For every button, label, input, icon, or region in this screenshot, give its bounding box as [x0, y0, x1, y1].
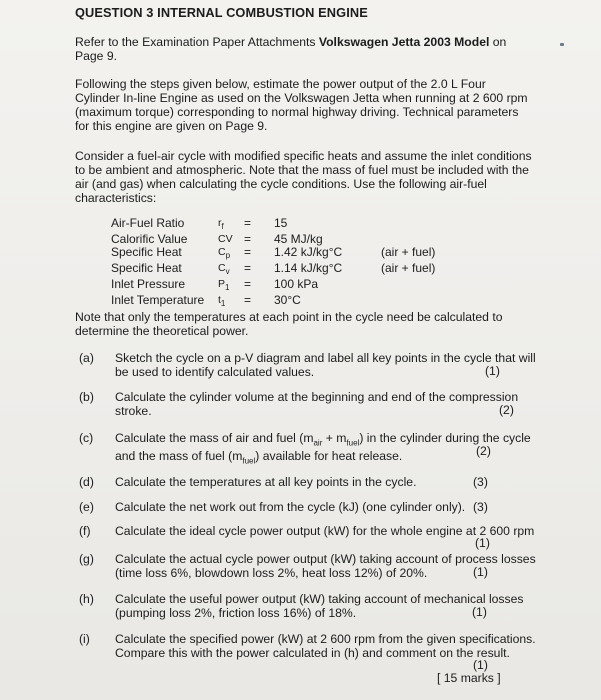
attachment-name: Volkswagen Jetta 2003 Model [318, 35, 490, 49]
item-label: (c) [79, 431, 94, 445]
item-label: (h) [79, 592, 94, 606]
item-marks: (1) [485, 364, 500, 378]
parameter-symbol: $C_v$ [218, 262, 230, 277]
refer-text: Refer to the Examination Paper Attachments [75, 35, 319, 49]
item-label: (d) [79, 475, 94, 489]
parameter-symbol: $t_1$ [218, 294, 226, 309]
question-item-b [75, 391, 535, 419]
item-line: Calculate the specified power (kW) at 2 600 rpm from the given specifications. [115, 632, 536, 646]
parameter-symbol: $P_1$ [218, 278, 230, 293]
item-marks: (3) [473, 500, 488, 514]
item-line: (time loss 6%, blowdown loss 2%, heat loss 12%) of 20%. [115, 565, 428, 580]
parameter-name: Air-Fuel Ratio [111, 216, 185, 230]
parameter-equals: = [244, 261, 252, 276]
parameter-equals: = [244, 293, 252, 308]
item-label: (e) [79, 500, 94, 514]
parameter-value: 1.42 kJ/kg°C [274, 245, 343, 260]
item-marks: (1) [472, 605, 487, 619]
air-fuel-parameters-table [111, 217, 435, 310]
question-item-a [75, 352, 535, 380]
intro-line: Following the steps given below, estimate the power output of the 2.0 L Four [75, 77, 486, 91]
question-item-g [75, 553, 535, 581]
parameter-name: Inlet Pressure [111, 277, 186, 292]
consider-line: Consider a fuel-air cycle with modified specific heats and assume the inlet conditions [75, 149, 532, 163]
consider-line: air (and gas) when calculating the cycle conditions. Use the following air-fuel [75, 177, 487, 191]
consider-line: to be ambient and atmospheric. Note that the mass of fuel must be included with the [75, 163, 529, 177]
note-line: determine the theoretical power. [75, 324, 249, 338]
item-line: Calculate the mass of air and fuel $(m_{air} + m_{fuel})$ in the cylinder during the cycle [115, 431, 531, 448]
item-line: and the mass of fuel $(m_{fuel})$ available for heat release. [115, 448, 403, 466]
parameter-row [111, 262, 435, 278]
item-line: Compare this with the power calculated in (h) and comment on the result. [115, 645, 510, 660]
parameter-value: 1.14 kJ/kg°C [274, 261, 343, 276]
item-line: Calculate the temperatures at all key points in the cycle. [115, 475, 417, 489]
question-title: QUESTION 3 INTERNAL COMBUSTION ENGINE [75, 5, 368, 20]
parameter-symbol: CV [218, 233, 233, 246]
parameter-note [381, 217, 435, 233]
parameter-equals: = [244, 216, 252, 230]
parameter-note [381, 294, 435, 310]
item-line: Sketch the cycle on a p-V diagram and label all key points in the cycle that will [115, 351, 536, 365]
item-line: Calculate the useful power output (kW) taking account of mechanical losses [115, 592, 524, 606]
item-marks: (1) [473, 565, 488, 579]
parameter-note: (air + fuel) [381, 261, 436, 276]
parameter-equals: = [244, 232, 252, 247]
parameter-row [111, 217, 435, 233]
parameter-row [111, 294, 435, 310]
refer-paragraph [75, 35, 545, 63]
question-item-d [75, 476, 535, 492]
intro-line: (maximum torque) corresponding to normal highway driving. Technical parameters [75, 105, 519, 119]
scan-speck [560, 43, 564, 46]
question-item-h [75, 593, 535, 621]
item-line: be used to identify calculated values. [115, 364, 315, 379]
parameter-note [381, 278, 435, 294]
intro-line: for this engine are given on Page 9. [75, 119, 268, 133]
refer-page: Page 9. [75, 49, 118, 63]
parameter-symbol: $C_p$ [218, 246, 231, 261]
parameter-name: Specific Heat [111, 245, 182, 260]
parameter-name: Calorific Value [111, 232, 188, 247]
parameter-value: 15 [274, 216, 288, 230]
item-label: (g) [79, 552, 94, 566]
note-line: Note that only the temperatures at each point in the cycle need be calculated to [75, 310, 503, 324]
question-item-c [75, 431, 535, 466]
item-marks: (1) [475, 536, 490, 550]
parameter-equals: = [244, 245, 252, 260]
item-label: (i) [79, 632, 90, 646]
item-label: (a) [79, 351, 94, 365]
item-marks: (1) [473, 658, 488, 672]
intro-line: Cylinder In-line Engine as used on the Volkswagen Jetta when running at 2 600 rpm [75, 91, 528, 105]
item-line: (pumping loss 2%, friction loss 16%) of 18%. [115, 605, 357, 620]
question-item-f [75, 525, 535, 553]
item-marks: (2) [476, 444, 491, 458]
consider-paragraph [75, 149, 545, 205]
parameter-value: 45 MJ/kg [274, 232, 323, 247]
parameter-symbol: $r_f$ [218, 217, 224, 232]
item-line: Calculate the ideal cycle power output (kW) for the whole engine at 2 600 rpm [115, 524, 535, 538]
item-marks: (3) [473, 475, 488, 489]
total-marks: [ 15 marks ] [437, 671, 501, 685]
parameter-equals: = [244, 277, 252, 292]
question-item-i [75, 633, 535, 689]
refer-text-suffix: on [489, 35, 507, 49]
question-item-e [75, 501, 535, 517]
parameter-note: (air + fuel) [381, 245, 436, 260]
item-line: Calculate the net work out from the cycle (kJ) (one cylinder only). [115, 500, 466, 514]
note-paragraph [75, 310, 545, 338]
parameter-row [111, 278, 435, 294]
parameter-value: 30°C [274, 293, 301, 308]
parameter-row [111, 246, 435, 262]
item-label: (f) [79, 524, 91, 538]
parameter-value: 100 kPa [274, 277, 319, 292]
consider-line: characteristics: [75, 191, 157, 205]
parameter-name: Inlet Temperature [111, 293, 205, 308]
item-line: stroke. [115, 403, 152, 418]
item-label: (b) [79, 390, 94, 404]
item-marks: (2) [499, 403, 514, 417]
item-line: Calculate the cylinder volume at the beginning and end of the compression [115, 390, 519, 404]
intro-paragraph [75, 77, 545, 133]
parameter-name: Specific Heat [111, 261, 182, 276]
item-line: Calculate the actual cycle power output (kW) taking account of process losses [115, 552, 536, 566]
